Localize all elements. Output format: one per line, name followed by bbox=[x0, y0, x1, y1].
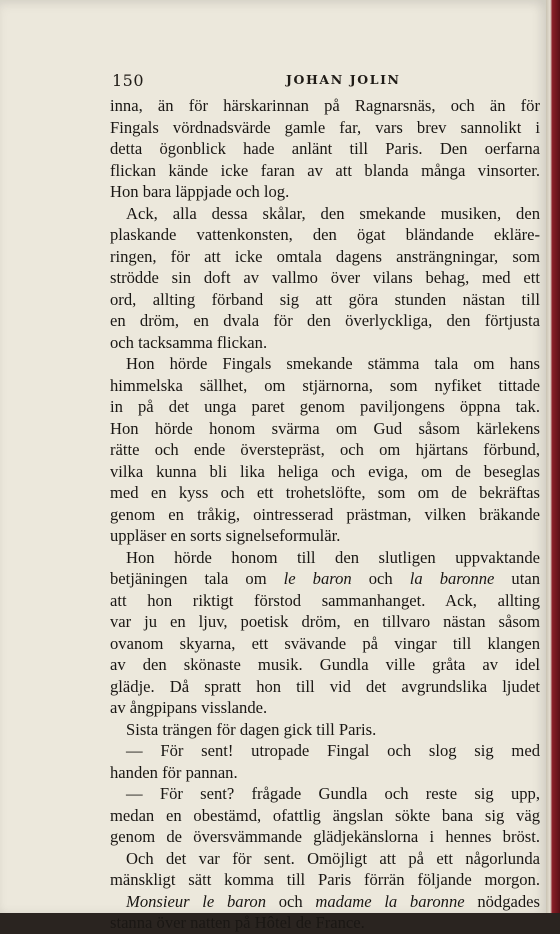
body-text bbox=[110, 95, 540, 934]
text-line: rätte och ende överstepräst, och om hjärtans förbund, bbox=[110, 440, 540, 459]
text-line: in på det unga paret genom paviljongens öppna tak. bbox=[110, 397, 540, 416]
text-line: Sista trängen för dagen gick till Paris. bbox=[126, 719, 377, 739]
book-edge bbox=[546, 0, 560, 913]
text-line: uppläser en sorts signelseformulär. bbox=[110, 526, 341, 545]
text-line: Hon hörde Fingals smekande stämma tala om hans bbox=[126, 354, 540, 373]
text-line: genom de översvämmande glädjekänslorna i hennes bröst. bbox=[110, 827, 540, 846]
text-line: ord, allting förband sig att göra stunden nästan till bbox=[110, 289, 540, 309]
text-line: Och det var för sent. Omöjligt att på ett någorlunda bbox=[126, 848, 540, 868]
text-line: Ack, alla dessa skålar, den smekande musiken, den bbox=[126, 203, 540, 223]
text-line-italic: Monsieur le baron och madame la baronne nödgades bbox=[126, 891, 540, 911]
text-line: mänskligt sätt komma till Paris förrän följande morgon. bbox=[110, 870, 540, 889]
text-line: en dröm, en dvala för den överlyckliga, den förtjusta bbox=[110, 311, 540, 330]
text-line: och tacksamma flickan. bbox=[110, 332, 268, 352]
text-line: — För sent! utropade Fingal och slog sig med bbox=[126, 741, 540, 760]
text-line: Hon hörde honom till den slutligen uppvaktande bbox=[126, 547, 540, 567]
text-line: glädje. Då spratt hon till vid det avgrundslika ljudet bbox=[110, 676, 540, 696]
text-line: av ångpipans visslande. bbox=[110, 698, 268, 717]
text-line: himmelska sällhet, om stjärnorna, som nyfiket tittade bbox=[110, 375, 540, 395]
text-line: Fingals vördnadsvärde gamle far, vars brev sannolikt i bbox=[110, 117, 540, 137]
text-line: Hon hörde honom svärma om Gud såsom kärlekens bbox=[110, 418, 540, 438]
text-line: vilka kunna bli lika heliga och eviga, om de beseglas bbox=[110, 461, 540, 481]
text-line: att hon riktigt förstod sammanhanget. Ack, allting bbox=[110, 590, 540, 610]
running-title: JOHAN JOLIN bbox=[286, 72, 401, 87]
text-line: Hon bara läppjade och log. bbox=[110, 182, 290, 201]
text-line: — För sent? frågade Gundla och reste sig upp, bbox=[126, 784, 540, 803]
page-header bbox=[112, 71, 540, 91]
text-line: stanna över natten på Hôtel de France. bbox=[110, 913, 365, 932]
text-line: detta ögonblick hade anlänt till Paris. Den oerfarna bbox=[110, 139, 540, 158]
text-line: ovanom skyarna, ett svävande på vingar till klangen bbox=[110, 633, 540, 653]
text-line: flickan kände icke faran av att blanda många vinsorter. bbox=[110, 160, 540, 180]
page-number: 150 bbox=[112, 71, 145, 90]
text-line: strödde sin doft av vallmo över vilans behag, med ett bbox=[110, 268, 540, 287]
text-line-italic: betjäningen tala om le baron och la baronne utan bbox=[110, 569, 540, 588]
text-line: handen för pannan. bbox=[110, 762, 238, 782]
text-line: med en kyss och ett trohetslöfte, som om de bekräftas bbox=[110, 483, 540, 502]
text-line: plaskande vattenkonsten, den ögat bländande ekläre- bbox=[110, 225, 540, 244]
text-line: genom en tråkig, ointresserad prästman, vilken bräkande bbox=[110, 504, 540, 524]
text-line: av den skönaste musik. Gundla ville gråta av idel bbox=[110, 655, 540, 674]
text-line: medan en obestämd, ofattlig ängslan sökte bana sig väg bbox=[110, 805, 540, 825]
text-line: inna, än för härskarinnan på Ragnarsnäs, och än för bbox=[110, 96, 540, 115]
text-line: ringen, för att icke omtala dagens ansträngningar, som bbox=[110, 246, 540, 266]
text-line: var ju en ljuv, poetisk dröm, en tillvaro nästan såsom bbox=[110, 612, 540, 631]
